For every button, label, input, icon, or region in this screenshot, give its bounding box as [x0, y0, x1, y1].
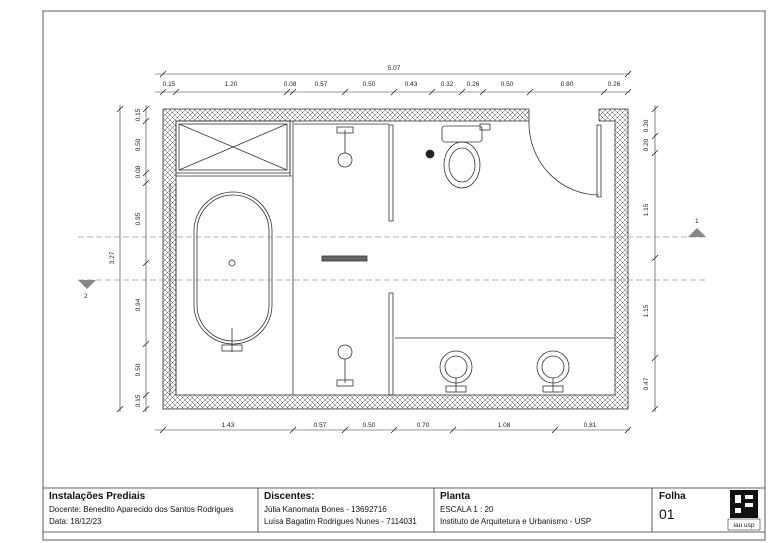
dim-left-0: 0.15	[135, 108, 142, 122]
course-title: Instalações Prediais	[49, 491, 146, 502]
dim-bottom-1: 0.57	[313, 422, 327, 429]
professor: Docente: Benedito Aparecido dos Santos Rodrigues	[49, 505, 234, 514]
folha-number: 01	[659, 506, 675, 522]
exterior-walls	[163, 107, 628, 409]
iau-usp-logo	[728, 490, 760, 530]
dim-top-3: 0.57	[314, 81, 328, 88]
dim-left-total: 3.27	[109, 251, 116, 265]
dim-top-total: 5.07	[387, 65, 401, 72]
date: Data: 18/12/23	[49, 517, 102, 526]
dim-bottom-0: 1.43	[221, 422, 235, 429]
dim-top-10: 0.26	[607, 81, 621, 88]
dim-bottom-2: 0.50	[362, 422, 376, 429]
dim-top-8: 0.50	[500, 81, 514, 88]
dim-left-3: 0.95	[135, 212, 142, 226]
dim-left-2: 0.08	[135, 165, 142, 179]
students-title: Discentes:	[264, 491, 315, 502]
dim-left-1: 0.50	[135, 138, 142, 152]
dim-right-1: 0.20	[643, 138, 650, 152]
dim-bottom-4: 1.08	[497, 422, 511, 429]
title-block-folha	[659, 491, 686, 522]
dim-top-2: 0.08	[283, 81, 297, 88]
dim-right-2: 1.15	[643, 203, 650, 217]
dim-top-9: 0.80	[560, 81, 574, 88]
title-block-sheet	[440, 491, 591, 526]
dim-bottom-5: 0.81	[583, 422, 597, 429]
dim-top-5: 0.43	[404, 81, 418, 88]
dim-top-7: 0.26	[466, 81, 480, 88]
sheet-title: Planta	[440, 491, 471, 502]
dim-right-3: 1.15	[643, 304, 650, 318]
section-mark-2: 2	[84, 293, 88, 300]
student-1: Júlia Kanomata Bones - 13692716	[264, 505, 387, 514]
scale: ESCALA 1 : 20	[440, 505, 494, 514]
dim-bottom-3: 0.70	[416, 422, 430, 429]
dim-top-4: 0.50	[362, 81, 376, 88]
section-marker-2	[78, 280, 96, 289]
section-mark-1: 1	[695, 218, 699, 225]
dim-top-6: 0.32	[440, 81, 454, 88]
dim-top-0: 0.15	[162, 81, 176, 88]
dim-left-6: 0.15	[135, 394, 142, 408]
logo-text: iau usp	[733, 522, 755, 529]
student-2: Luísa Bagatim Rodrigues Nunes - 7114031	[264, 517, 417, 526]
institute: Instituto de Arquitetura e Urbanismo - USP	[440, 517, 592, 526]
dim-left-5: 0.50	[135, 363, 142, 377]
dim-top-1: 1.20	[224, 81, 238, 88]
folha-label: Folha	[659, 491, 686, 502]
title-block-course	[49, 491, 234, 526]
section-marker-1	[688, 228, 706, 237]
dim-left-4: 0.94	[135, 298, 142, 312]
title-block-students	[264, 491, 417, 526]
dim-right-4: 0.47	[643, 377, 650, 391]
dim-right-0: 0.30	[643, 119, 650, 133]
